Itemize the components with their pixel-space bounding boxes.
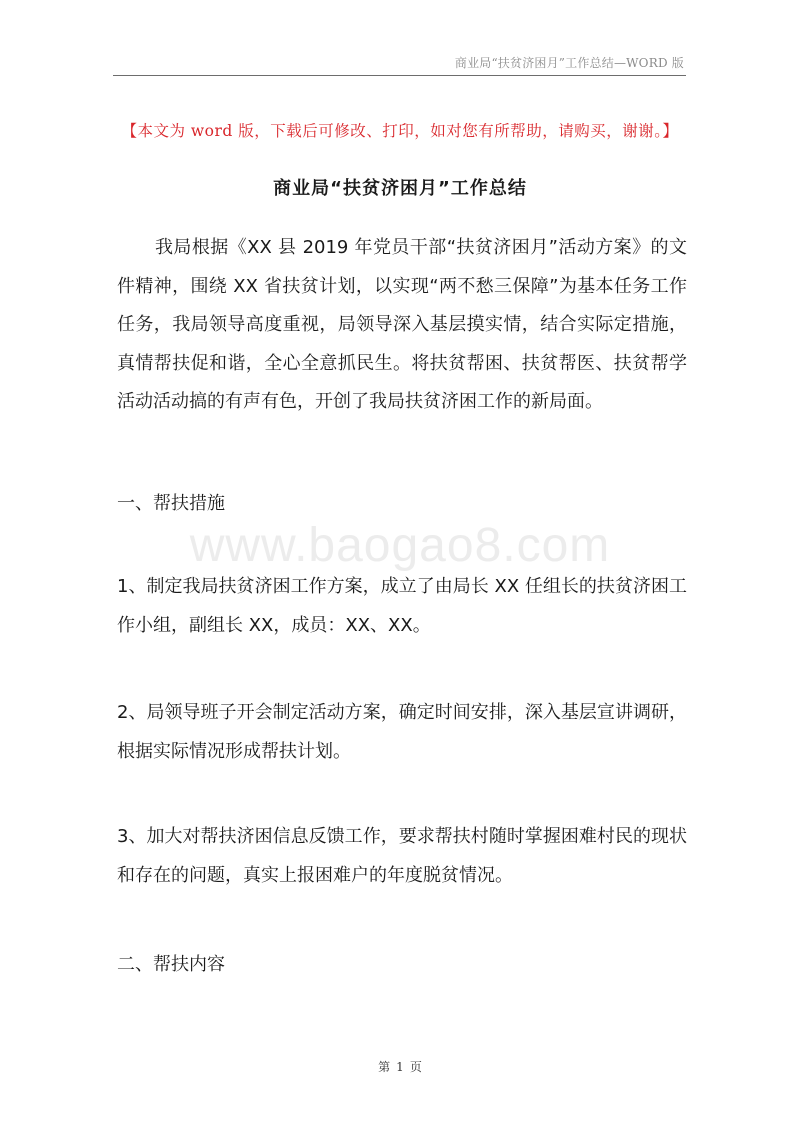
measure-item-1: 1、制定我局扶贫济困工作方案，成立了由局长 XX 任组长的扶贫济困工作小组，副组长 XX，成员：XX、XX。 bbox=[117, 576, 687, 636]
measure-item-2: 2、局领导班子开会制定活动方案，确定时间安排，深入基层宣讲调研，根据实际情况形成帮扶计划。 bbox=[117, 702, 687, 762]
measure-item-3: 3、加大对帮扶济困信息反馈工作，要求帮扶村随时掌握困难村民的现状和存在的问题，真实上报困难户的年度脱贫情况。 bbox=[117, 826, 687, 886]
header-divider bbox=[113, 75, 686, 76]
intro-paragraph: 我局根据《XX 县 2019 年党员干部“扶贫济困月”活动方案》的文件精神，围绕 XX 省扶贫计划，以实现“两不愁三保障”为基本任务工作任务，我局领导高度重视，局领导深入基层摸实情，结合实际定措施，真情帮扶促和谐，全心全意抓民生。将扶贫帮困、扶贫帮医、扶贫帮学活动活动搞的有声有色，开创了我局扶贫济困工作的新局面。 bbox=[117, 237, 687, 412]
purchase-notice: 【本文为 word 版，下载后可修改、打印，如对您有所帮助，请购买，谢谢。】 bbox=[121, 122, 679, 140]
document-title: 商业局“扶贫济困月”工作总结 bbox=[273, 178, 527, 199]
section-heading-content: 二、帮扶内容 bbox=[117, 954, 225, 975]
footer-suffix: 页 bbox=[409, 1060, 422, 1074]
page-footer bbox=[0, 1058, 800, 1075]
watermark: www.baogao8.com bbox=[189, 519, 611, 572]
section-heading-measures: 一、帮扶措施 bbox=[117, 493, 225, 514]
running-header: 商业局“扶贫济困月”工作总结—WORD 版 bbox=[454, 56, 684, 70]
page-number: 1 bbox=[396, 1060, 404, 1074]
footer-prefix: 第 bbox=[378, 1060, 391, 1074]
